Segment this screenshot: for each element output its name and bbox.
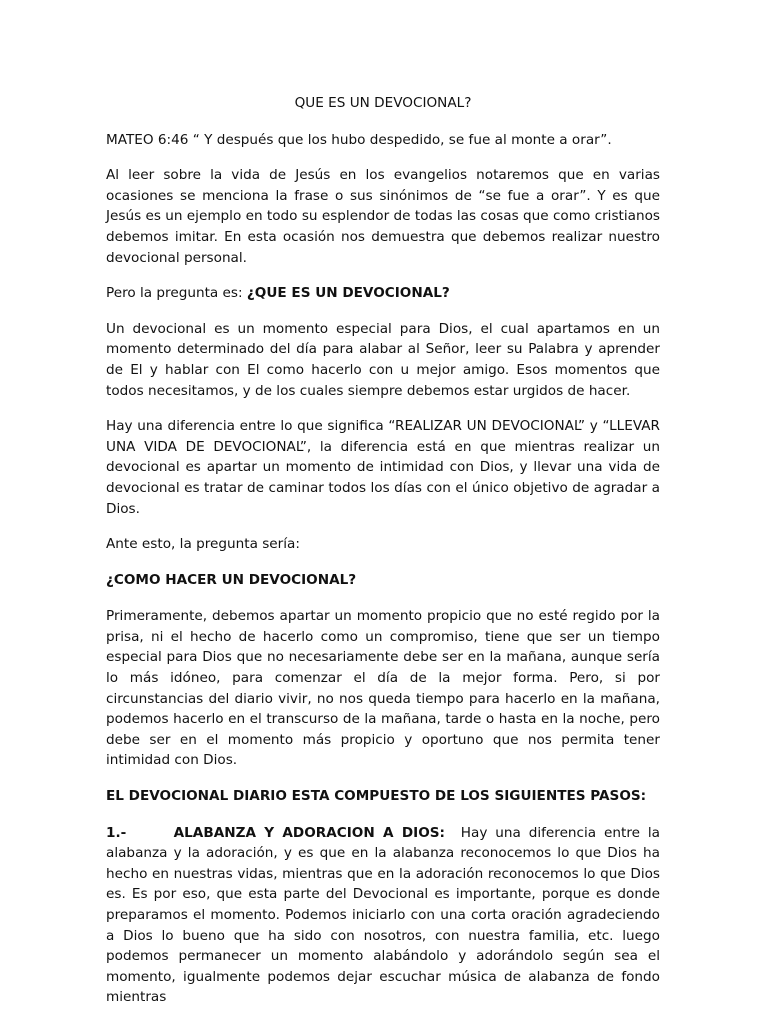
verse-paragraph: MATEO 6:46 “ Y después que los hubo despedido, se fue al monte a orar”. (106, 131, 612, 148)
definition-paragraph: Un devocional es un momento especial para Dios, el cual apartamos en un momento determinado del día para alabar al Señor, leer su Palabra y aprender de El y hablar con El como hacerlo con u mejor amigo. Esos momentos que todos necesitamos, y de los cuales siempre debemos estar urgidos de hacer. (106, 320, 660, 399)
document-title: QUE ES UN DEVOCIONAL? (294, 95, 472, 111)
step1-title: ALABANZA Y ADORACION A DIOS: (173, 824, 445, 841)
steps-heading: EL DEVOCIONAL DIARIO ESTA COMPUESTO DE LOS SIGUIENTES PASOS: (106, 788, 647, 805)
intro-paragraph: Al leer sobre la vida de Jesús en los evangelios notaremos que en varias ocasiones se menciona la frase o sus sinónimos de “se fue a orar”. Y es que Jesús es un ejemplo en todo su esplendor de todas las cosas que como cristianos debemos imitar. En esta ocasión nos demuestra que debemos realizar nuestro devocional personal. (106, 167, 660, 266)
question-paragraph (106, 283, 660, 304)
step1-text: Hay una diferencia entre la alabanza y la adoración, y es que en la alabanza reconocemos lo que Dios ha hecho en nuestras vidas, mientras que en la adoración reconocemos lo que Dios es. Es por eso, que esta parte del Devocional es importante, porque es donde preparamos el momento. Podemos iniciarlo con una corta oración agradeciendo a Dios lo bueno que ha sido con nosotros, con nuestra familia, etc. luego podemos permanecer un momento alabándolo y adorándolo según sea el momento, igualmente podemos dejar escuchar música de alabanza de fondo mientras (106, 824, 660, 1006)
step1-paragraph (106, 823, 660, 1008)
question-prefix: Pero la pregunta es: (106, 285, 247, 302)
question-bold: ¿QUE ES UN DEVOCIONAL? (246, 285, 450, 302)
how-paragraph: Primeramente, debemos apartar un momento propicio que no esté regido por la prisa, ni el hecho de hacerlo como un compromiso, tiene que ser un tiempo especial para Dios que no necesariamente debe ser en la mañana, aunque sería lo más idóneo, para comenzar el día de la mejor forma. Pero, si por circunstancias del diario vivir, no nos queda tiempo para hacerlo en la mañana, podemos hacerlo en el transcurso de la mañana, tarde o hasta en la noche, pero debe ser en el momento más propicio y oportuno que nos permita tener intimidad con Dios. (106, 608, 660, 769)
before-question-paragraph: Ante esto, la pregunta sería: (106, 536, 300, 553)
how-heading: ¿COMO HACER UN DEVOCIONAL? (106, 571, 357, 588)
step1-number: 1.- (106, 824, 127, 841)
difference-paragraph: Hay una diferencia entre lo que significa “REALIZAR UN DEVOCIONAL” y “LLEVAR UNA VIDA DE DEVOCIONAL”, la diferencia está en que mientras realizar un devocional es apartar un momento de intimidad con Dios, y llevar una vida de devocional es tratar de caminar todos los días con el único objetivo de agradar a Dios. (106, 418, 660, 517)
